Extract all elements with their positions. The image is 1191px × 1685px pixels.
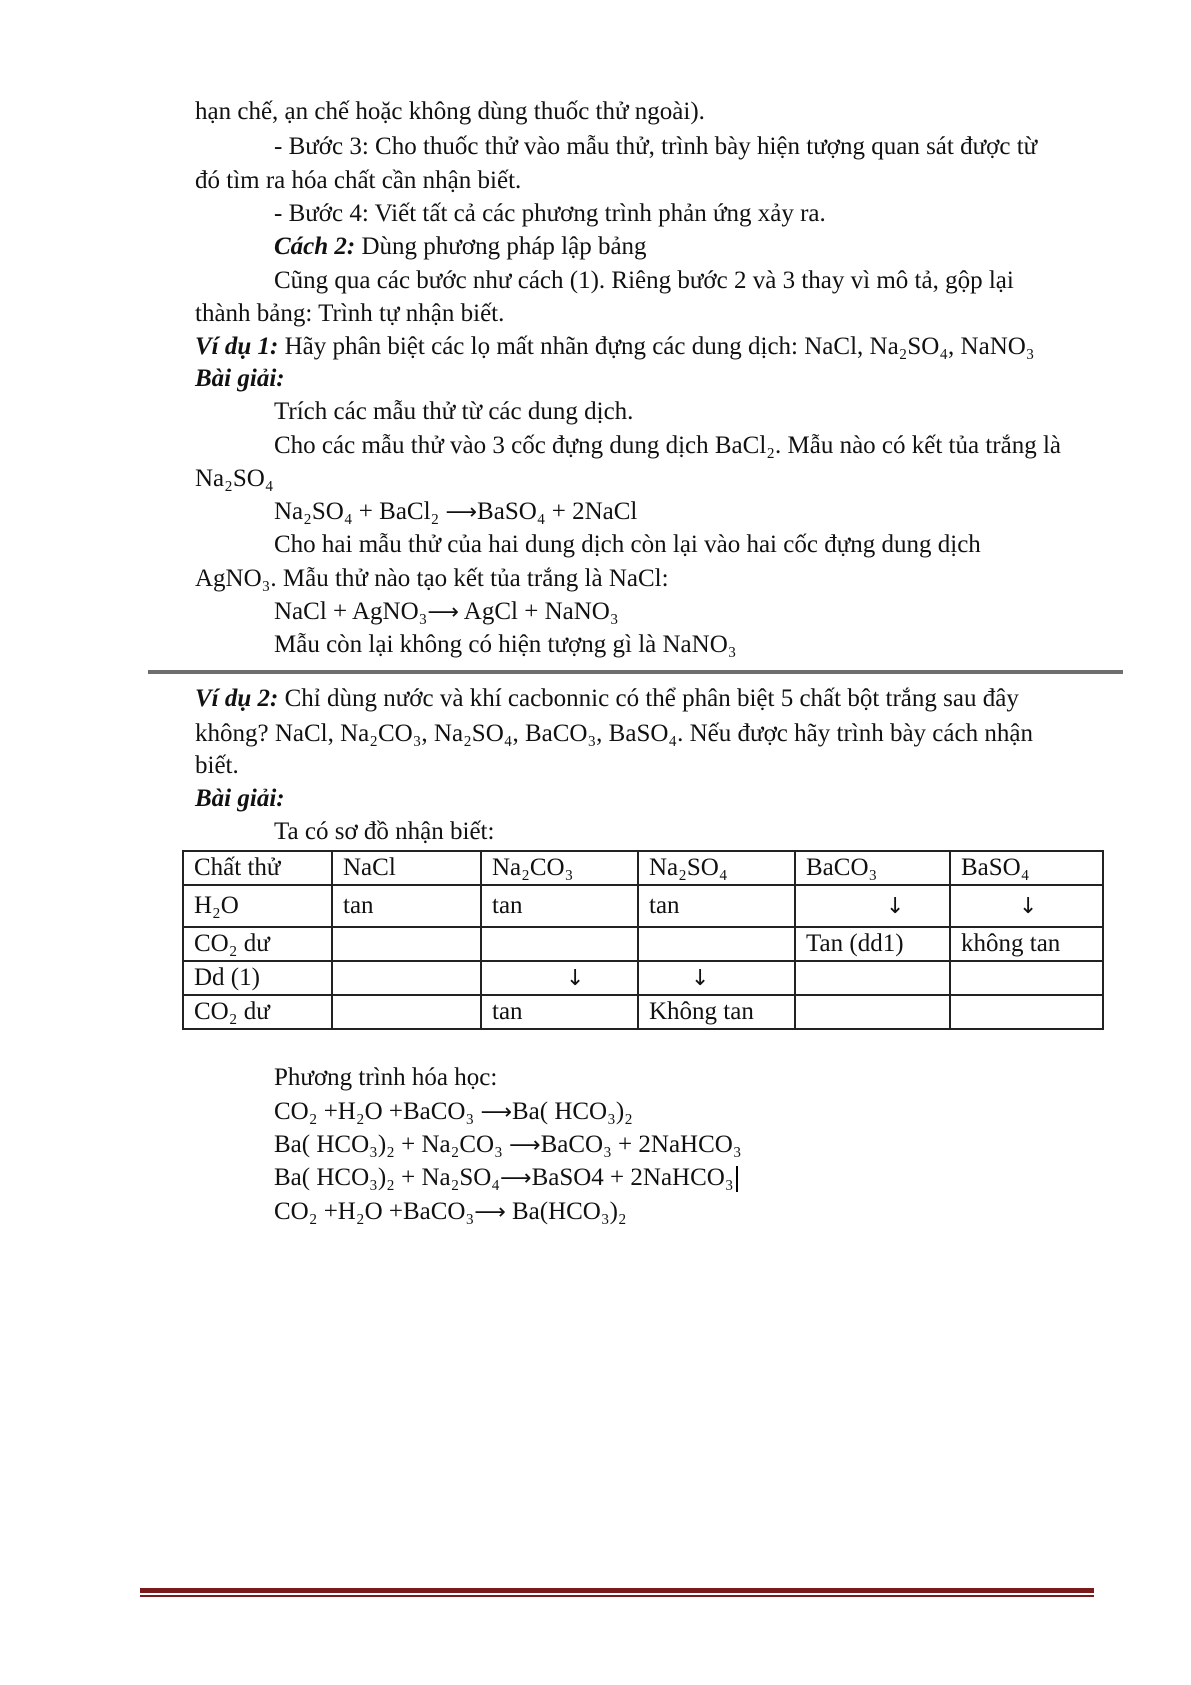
- equation-left: Ba( HCO₃)₂ + Na₂SO₄: [274, 1164, 501, 1191]
- text-line: Cũng qua các bước như cách (1). Riêng bước 2 và 3 thay vì mô tả, gộp lại: [274, 267, 1014, 294]
- footer-rule: [140, 1588, 1094, 1593]
- table-cell: tan: [332, 885, 481, 927]
- equation-right: Ba(HCO₃)₂: [505, 1198, 627, 1225]
- precipitate-arrow-icon: ↓: [691, 966, 710, 991]
- equation-left: Ba( HCO₃)₂ + Na₂CO₃: [274, 1131, 510, 1158]
- equation-right: BaCO₃ + 2NaHCO₃: [540, 1131, 742, 1158]
- reaction-arrow-icon: ⟶: [500, 1166, 532, 1191]
- equation: [274, 1097, 633, 1128]
- table-cell: [332, 961, 481, 995]
- table-cell: [950, 995, 1103, 1029]
- table-header-cell: Na₂CO₃: [481, 851, 638, 885]
- example-1-label: Ví dụ 1:: [195, 333, 279, 360]
- equation-right: BaSO4 + 2NaHCO₃: [531, 1164, 734, 1191]
- example-1-line: [195, 332, 1035, 362]
- equation: [274, 1197, 627, 1228]
- equation-left: CO₂ +H₂O +BaCO₃: [274, 1098, 481, 1125]
- table-cell: tan: [638, 885, 795, 927]
- table-cell: [795, 961, 950, 995]
- table-header-cell: BaSO₄: [950, 851, 1103, 885]
- reaction-arrow-icon: ⟶: [474, 1200, 506, 1225]
- reaction-arrow-icon: ⟶: [445, 500, 478, 525]
- table-cell: [481, 927, 638, 961]
- equation: [274, 1130, 742, 1161]
- table-cell: Tan (dd1): [795, 927, 950, 961]
- equation-left: Na₂SO₄ + BaCl₂: [274, 498, 440, 525]
- table-cell: CO₂ dư: [183, 927, 332, 961]
- identification-table: [182, 850, 1104, 1030]
- text-line: thành bảng: Trình tự nhận biết.: [195, 300, 505, 327]
- text-line: Cho các mẫu thử vào 3 cốc đựng dung dịch BaCl₂. Mẫu nào có kết tủa trắng là: [274, 432, 1061, 459]
- equation: [274, 1163, 738, 1194]
- text-line: Na₂SO₄: [195, 465, 274, 492]
- table-cell: Dd (1): [183, 961, 332, 995]
- table-cell: [481, 961, 638, 995]
- table-cell: [332, 995, 481, 1029]
- text-line: đó tìm ra hóa chất cần nhận biết.: [195, 167, 522, 194]
- text-line: Cho hai mẫu thử của hai dung dịch còn lại vào hai cốc đựng dung dịch: [274, 531, 981, 558]
- reaction-arrow-icon: ⟶: [427, 600, 459, 625]
- table-header-cell: BaCO₃: [795, 851, 950, 885]
- section-divider: [148, 670, 1123, 674]
- example-2-label: Ví dụ 2:: [195, 685, 279, 712]
- precipitate-arrow-icon: ↓: [886, 894, 905, 919]
- table-cell: [795, 885, 950, 927]
- table-row: [183, 995, 1103, 1029]
- equation-right: BaSO₄ + 2NaCl: [477, 498, 638, 525]
- table-header-cell: NaCl: [332, 851, 481, 885]
- example-2-line: [195, 684, 1019, 714]
- equation-left: CO₂ +H₂O +BaCO₃: [274, 1198, 475, 1225]
- text-line: biết.: [195, 752, 239, 779]
- table-header-cell: Na₂SO₄: [638, 851, 795, 885]
- table-cell: [638, 961, 795, 995]
- text-line: Ta có sơ đồ nhận biết:: [274, 818, 495, 845]
- table-row: [183, 927, 1103, 961]
- table-cell: Không tan: [638, 995, 795, 1029]
- table-cell: H₂O: [183, 885, 332, 927]
- method-text: Dùng phương pháp lập bảng: [355, 233, 647, 260]
- example-1-text: Hãy phân biệt các lọ mất nhãn đựng các dung dịch: NaCl, Na₂SO₄, NaNO₃: [278, 333, 1035, 360]
- reaction-arrow-icon: ⟶: [509, 1133, 541, 1158]
- text-line: Phương trình hóa học:: [274, 1064, 498, 1091]
- table-cell: không tan: [950, 927, 1103, 961]
- equation-right: AgCl + NaNO₃: [458, 598, 619, 625]
- equation: [274, 597, 619, 628]
- table-row: [183, 961, 1103, 995]
- text-line: Trích các mẫu thử từ các dung dịch.: [274, 398, 634, 425]
- precipitate-arrow-icon: ↓: [566, 966, 585, 991]
- text-line: - Bước 3: Cho thuốc thử vào mẫu thử, trình bày hiện tượng quan sát được từ: [274, 133, 1038, 160]
- example-2-text: Chỉ dùng nước và khí cacbonnic có thể phân biệt 5 chất bột trắng sau đây: [278, 685, 1019, 712]
- text-line: [274, 232, 647, 262]
- equation-right: Ba( HCO₃)₂: [511, 1098, 633, 1125]
- table-cell: tan: [481, 995, 638, 1029]
- table-cell: [950, 961, 1103, 995]
- table-cell: [638, 927, 795, 961]
- reaction-arrow-icon: ⟶: [480, 1100, 512, 1125]
- method-label: Cách 2:: [274, 233, 356, 260]
- text-line: AgNO₃. Mẫu thử nào tạo kết tủa trắng là NaCl:: [195, 565, 669, 592]
- table-header-row: [183, 851, 1103, 885]
- table-cell: tan: [481, 885, 638, 927]
- precipitate-arrow-icon: ↓: [1019, 894, 1038, 919]
- table-cell: [332, 927, 481, 961]
- table-cell: CO₂ dư: [183, 995, 332, 1029]
- text-cursor: [736, 1166, 738, 1192]
- equation-left: NaCl + AgNO₃: [274, 598, 428, 625]
- text-line: không? NaCl, Na₂CO₃, Na₂SO₄, BaCO₃, BaSO₄. Nếu được hãy trình bày cách nhận: [195, 720, 1033, 747]
- equation: [274, 497, 637, 528]
- table-cell: [795, 995, 950, 1029]
- solution-heading: Bài giải:: [195, 785, 285, 812]
- text-line: hạn chế, ạn chế hoặc không dùng thuốc thử ngoài).: [195, 98, 705, 125]
- table-row: [183, 885, 1103, 927]
- table-cell: [950, 885, 1103, 927]
- text-line: - Bước 4: Viết tất cả các phương trình phản ứng xảy ra.: [274, 200, 826, 227]
- text-line: Mẫu còn lại không có hiện tượng gì là NaNO₃: [274, 631, 737, 658]
- solution-heading: Bài giải:: [195, 365, 285, 392]
- footer-rule-thin: [140, 1595, 1094, 1597]
- table-header-cell: Chất thử: [183, 851, 332, 885]
